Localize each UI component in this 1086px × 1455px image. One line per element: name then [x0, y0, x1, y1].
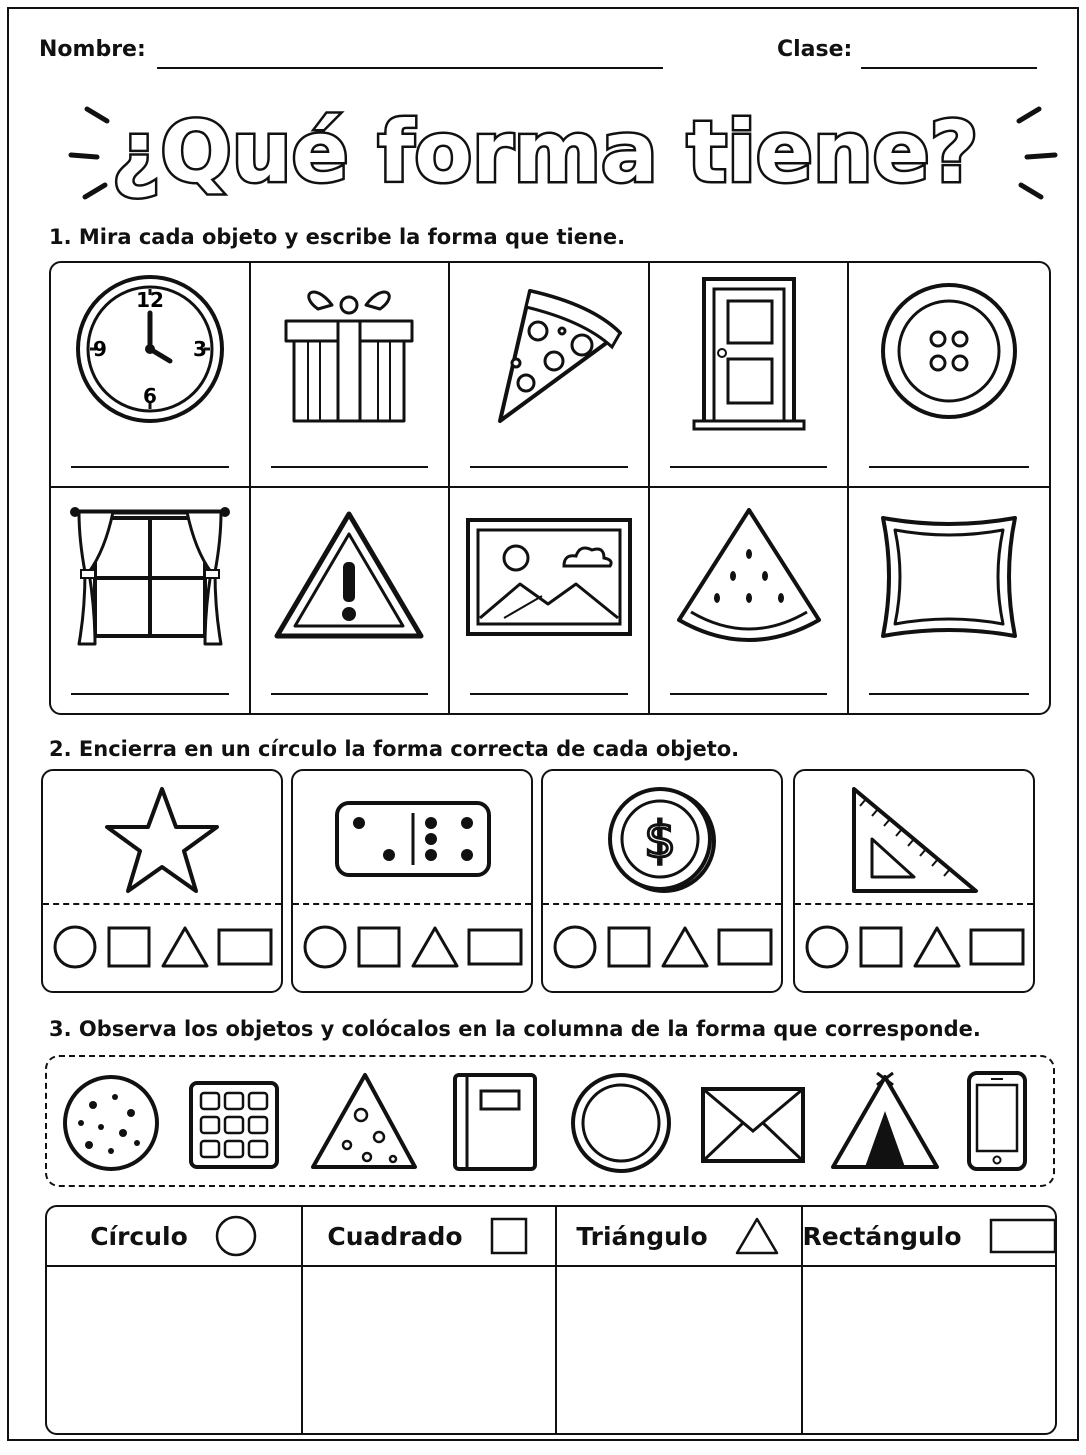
item-cell-window: [51, 488, 251, 713]
answer-line[interactable]: [71, 693, 229, 695]
shape-options: [803, 921, 1029, 977]
column-triangle[interactable]: [555, 1207, 803, 1433]
instruction-3: 3. Observa los objetos y colócalos en la columna de la forma que corresponde.: [49, 1017, 981, 1041]
column-header-triangle: [555, 1207, 801, 1267]
door-icon: [674, 275, 824, 431]
square-icon[interactable]: [359, 928, 399, 966]
circle-icon[interactable]: [55, 927, 95, 967]
circle-icon[interactable]: [807, 927, 847, 967]
dollar-sign: $: [644, 811, 676, 869]
warning-sign-icon: [269, 500, 429, 650]
column-header-square: [301, 1207, 555, 1267]
waffle-icon[interactable]: [187, 1071, 281, 1171]
item-cell-watermelon: [650, 488, 850, 713]
pizza-slice-icon: [474, 275, 624, 425]
rectangle-icon[interactable]: [219, 930, 271, 964]
item-cell-pizza: [450, 263, 650, 488]
shape-sorting-table: [45, 1205, 1057, 1435]
title-text: ¿Qué forma tiene?: [111, 103, 979, 201]
item-cell-picture-frame: [450, 488, 650, 713]
shape-options: [551, 921, 777, 977]
shape-choice-card-set-square: [793, 769, 1035, 993]
clock-number-9: 9: [92, 337, 107, 361]
shape-choice-card-coin: [541, 769, 783, 993]
answer-line[interactable]: [869, 693, 1029, 695]
column-header-circle: [47, 1207, 301, 1267]
worksheet: [7, 7, 1079, 1441]
sparkle-right-icon: [1019, 109, 1055, 197]
instruction-2: 2. Encierra en un círculo la forma correcta de cada objeto.: [49, 737, 740, 761]
plate-icon[interactable]: [569, 1071, 673, 1175]
shape-choice-card-domino: [291, 769, 533, 993]
square-icon[interactable]: [861, 928, 901, 966]
item-cell-door: [650, 263, 850, 488]
name-line[interactable]: [157, 67, 663, 69]
shape-options: [51, 921, 277, 977]
star-icon: [97, 781, 227, 897]
column-square[interactable]: [301, 1207, 557, 1433]
item-cell-gift: [251, 263, 451, 488]
rectangle-icon[interactable]: [719, 930, 771, 964]
cheese-icon[interactable]: [309, 1071, 419, 1171]
dashed-divider: [795, 903, 1033, 905]
item-cell-clock: [51, 263, 251, 488]
watermelon-slice-icon: [669, 500, 829, 650]
domino-icon: [327, 781, 497, 897]
button-icon: [874, 275, 1024, 425]
triangle-icon[interactable]: [163, 928, 207, 966]
dashed-divider: [293, 903, 531, 905]
dashed-divider: [43, 903, 281, 905]
square-icon: [489, 1216, 529, 1256]
cookie-icon[interactable]: [61, 1071, 161, 1171]
dashed-divider: [543, 903, 781, 905]
triangle-icon[interactable]: [663, 928, 707, 966]
page-title: [9, 89, 1081, 209]
shape-options: [301, 921, 527, 977]
sparkle-left-icon: [71, 109, 107, 197]
square-icon[interactable]: [109, 928, 149, 966]
gift-icon: [274, 275, 424, 425]
item-cell-warning-sign: [251, 488, 451, 713]
book-icon[interactable]: [449, 1071, 539, 1173]
column-label-circle: Círculo: [90, 1221, 188, 1251]
answer-line[interactable]: [271, 693, 429, 695]
class-line[interactable]: [861, 67, 1037, 69]
triangle-icon: [734, 1216, 780, 1256]
window-icon: [65, 500, 235, 650]
column-header-rectangle: [801, 1207, 1057, 1267]
phone-icon[interactable]: [965, 1071, 1029, 1173]
circle-icon[interactable]: [305, 927, 345, 967]
shape-choice-card-star: [41, 769, 283, 993]
clock-number-3: 3: [192, 337, 207, 361]
circle-icon[interactable]: [555, 927, 595, 967]
answer-line[interactable]: [271, 466, 429, 468]
envelope-icon[interactable]: [699, 1071, 807, 1171]
coin-icon: [597, 781, 727, 897]
rectangle-icon: [988, 1217, 1057, 1255]
column-label-triangle: Triángulo: [576, 1221, 708, 1251]
answer-line[interactable]: [869, 466, 1029, 468]
clock-number-12: 12: [135, 288, 164, 312]
column-label-square: Cuadrado: [327, 1221, 463, 1251]
answer-line[interactable]: [670, 466, 828, 468]
rectangle-icon[interactable]: [469, 930, 521, 964]
column-label-rectangle: Rectángulo: [802, 1221, 962, 1251]
shape-naming-grid: [49, 261, 1051, 715]
column-rectangle[interactable]: [801, 1207, 1057, 1433]
answer-line[interactable]: [470, 466, 628, 468]
item-cell-button: [849, 263, 1049, 488]
instruction-1: 1. Mira cada objeto y escribe la forma que tiene.: [49, 225, 626, 249]
class-label: Clase:: [777, 37, 853, 62]
pillow-icon: [869, 500, 1029, 650]
circle-icon: [214, 1214, 258, 1258]
answer-line[interactable]: [670, 693, 828, 695]
triangle-icon[interactable]: [915, 928, 959, 966]
square-icon[interactable]: [609, 928, 649, 966]
answer-line[interactable]: [71, 466, 229, 468]
item-cell-pillow: [849, 488, 1049, 713]
triangle-icon[interactable]: [413, 928, 457, 966]
name-label: Nombre:: [39, 37, 146, 62]
answer-line[interactable]: [470, 693, 628, 695]
column-circle[interactable]: [47, 1207, 303, 1433]
clock-icon: [70, 275, 230, 425]
set-square-icon: [844, 781, 984, 897]
object-bank: [45, 1055, 1055, 1187]
picture-frame-icon: [464, 500, 634, 650]
rectangle-icon[interactable]: [971, 930, 1023, 964]
tent-icon[interactable]: [829, 1071, 941, 1171]
clock-number-6: 6: [142, 384, 157, 408]
